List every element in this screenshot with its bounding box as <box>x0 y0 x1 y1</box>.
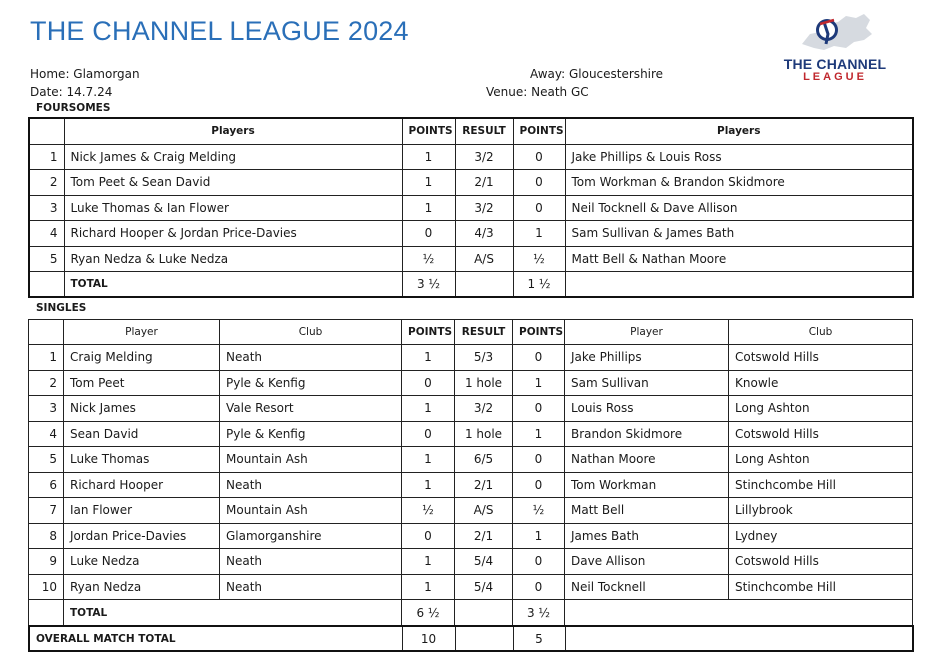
home-player: Sean David <box>64 421 220 447</box>
away-points: 1 <box>513 221 565 247</box>
away-points: 0 <box>513 170 565 196</box>
singles-total-label: TOTAL <box>64 600 402 626</box>
home-points: 1 <box>402 472 455 498</box>
away-player: Matt Bell <box>565 498 729 524</box>
home-points: 1 <box>402 447 455 473</box>
home-club: Neath <box>220 472 402 498</box>
away-points: 1 <box>513 421 565 447</box>
logo-emblem-icon <box>780 10 890 58</box>
foursomes-total-label: TOTAL <box>64 272 402 297</box>
overall-total-home: 10 <box>402 626 455 651</box>
home-points: 0 <box>402 421 455 447</box>
table-row <box>29 144 913 170</box>
match-result: A/S <box>455 246 513 272</box>
table-row <box>29 498 913 524</box>
logo-subtext: LEAGUE <box>803 71 867 83</box>
away-player: Sam Sullivan <box>565 370 729 396</box>
foursomes-table <box>28 117 914 298</box>
total-spacer <box>565 272 913 297</box>
foursomes-label: FOURSOMES <box>36 102 111 114</box>
header-home-club: Club <box>220 320 402 345</box>
home-club: Mountain Ash <box>220 498 402 524</box>
singles-total-home: 6 ½ <box>402 600 455 626</box>
page-title: THE CHANNEL LEAGUE 2024 <box>30 16 409 46</box>
match-result: 3/2 <box>455 144 513 170</box>
home-points: 0 <box>402 370 455 396</box>
home-players: Richard Hooper & Jordan Price-Davies <box>64 221 402 247</box>
match-result: 1 hole <box>455 370 513 396</box>
away-club: Stinchcombe Hill <box>729 574 913 600</box>
match-result: 2/1 <box>455 523 513 549</box>
match-result: 5/3 <box>455 345 513 371</box>
away-points: 0 <box>513 396 565 422</box>
away-players: Jake Phillips & Louis Ross <box>565 144 913 170</box>
home-player: Ian Flower <box>64 498 220 524</box>
away-player: Neil Tocknell <box>565 574 729 600</box>
away-club: Long Ashton <box>729 396 913 422</box>
match-result: 6/5 <box>455 447 513 473</box>
table-row <box>29 170 913 196</box>
home-club: Glamorganshire <box>220 523 402 549</box>
table-row <box>29 345 913 371</box>
home-points: 1 <box>402 574 455 600</box>
match-number: 1 <box>29 144 64 170</box>
home-club: Neath <box>220 549 402 575</box>
table-row <box>29 396 913 422</box>
home-player: Luke Thomas <box>64 447 220 473</box>
total-spacer <box>565 626 913 651</box>
table-row <box>29 246 913 272</box>
table-row <box>29 549 913 575</box>
away-club: Long Ashton <box>729 447 913 473</box>
away-points: 1 <box>513 370 565 396</box>
match-result: 5/4 <box>455 549 513 575</box>
total-spacer <box>455 600 513 626</box>
header-number <box>29 118 64 144</box>
home-points: 0 <box>402 523 455 549</box>
home-team: Home: Glamorgan <box>30 67 140 81</box>
match-number: 8 <box>29 523 64 549</box>
singles-label: SINGLES <box>36 302 87 314</box>
table-row <box>29 221 913 247</box>
away-player: Brandon Skidmore <box>565 421 729 447</box>
home-players: Luke Thomas & Ian Flower <box>64 195 402 221</box>
match-number: 3 <box>29 195 64 221</box>
home-points: 1 <box>402 549 455 575</box>
match-number: 7 <box>29 498 64 524</box>
home-club: Neath <box>220 574 402 600</box>
match-number: 5 <box>29 246 64 272</box>
away-club: Knowle <box>729 370 913 396</box>
away-points: 0 <box>513 345 565 371</box>
away-club: Lillybrook <box>729 498 913 524</box>
header-result: RESULT <box>455 320 513 345</box>
away-players: Sam Sullivan & James Bath <box>565 221 913 247</box>
header-away-points: POINTS <box>513 320 565 345</box>
total-spacer <box>29 272 64 297</box>
match-result: 4/3 <box>455 221 513 247</box>
header-away-points: POINTS <box>513 118 565 144</box>
header-number <box>29 320 64 345</box>
table-row <box>29 447 913 473</box>
match-number: 2 <box>29 370 64 396</box>
total-spacer <box>565 600 913 626</box>
match-result: 3/2 <box>455 195 513 221</box>
away-team: Away: Gloucestershire <box>530 67 664 81</box>
table-row <box>29 370 913 396</box>
away-club: Cotswold Hills <box>729 421 913 447</box>
home-player: Tom Peet <box>64 370 220 396</box>
away-points: 0 <box>513 574 565 600</box>
away-points: 1 <box>513 523 565 549</box>
match-number: 9 <box>29 549 64 575</box>
away-club: Cotswold Hills <box>729 345 913 371</box>
header-away-club: Club <box>729 320 913 345</box>
home-points: 1 <box>402 396 455 422</box>
match-number: 5 <box>29 447 64 473</box>
away-points: 0 <box>513 195 565 221</box>
away-player: James Bath <box>565 523 729 549</box>
table-row <box>29 421 913 447</box>
total-spacer <box>455 626 513 651</box>
overall-total-label: OVERALL MATCH TOTAL <box>29 626 402 651</box>
match-venue: Venue: Neath GC <box>486 85 589 99</box>
foursomes-total-home: 3 ½ <box>402 272 455 297</box>
home-player: Luke Nedza <box>64 549 220 575</box>
header-away-player: Player <box>565 320 729 345</box>
overall-total-table <box>28 625 914 652</box>
match-number: 3 <box>29 396 64 422</box>
logo-text: THE CHANNEL <box>783 56 887 72</box>
singles-table <box>28 319 913 626</box>
away-club: Stinchcombe Hill <box>729 472 913 498</box>
match-number: 2 <box>29 170 64 196</box>
away-points: 0 <box>513 472 565 498</box>
home-player: Nick James <box>64 396 220 422</box>
home-points: 1 <box>402 195 455 221</box>
home-points: 0 <box>402 221 455 247</box>
table-row <box>29 523 913 549</box>
match-number: 10 <box>29 574 64 600</box>
match-result: 2/1 <box>455 170 513 196</box>
match-result: 2/1 <box>455 472 513 498</box>
foursomes-total-away: 1 ½ <box>513 272 565 297</box>
home-points: 1 <box>402 345 455 371</box>
away-player: Nathan Moore <box>565 447 729 473</box>
home-players: Tom Peet & Sean David <box>64 170 402 196</box>
match-number: 4 <box>29 421 64 447</box>
home-players: Nick James & Craig Melding <box>64 144 402 170</box>
home-club: Pyle & Kenfig <box>220 421 402 447</box>
home-points: ½ <box>402 498 455 524</box>
away-points: 0 <box>513 144 565 170</box>
home-club: Vale Resort <box>220 396 402 422</box>
match-result: 5/4 <box>455 574 513 600</box>
table-row <box>29 195 913 221</box>
home-points: 1 <box>402 144 455 170</box>
match-result: A/S <box>455 498 513 524</box>
channel-league-logo <box>780 10 890 85</box>
header-home-players: Players <box>64 118 402 144</box>
header-home-points: POINTS <box>402 118 455 144</box>
away-player: Jake Phillips <box>565 345 729 371</box>
away-player: Louis Ross <box>565 396 729 422</box>
home-player: Richard Hooper <box>64 472 220 498</box>
table-row <box>29 472 913 498</box>
overall-total-away: 5 <box>513 626 565 651</box>
away-players: Tom Workman & Brandon Skidmore <box>565 170 913 196</box>
match-result: 3/2 <box>455 396 513 422</box>
away-players: Matt Bell & Nathan Moore <box>565 246 913 272</box>
home-players: Ryan Nedza & Luke Nedza <box>64 246 402 272</box>
match-date: Date: 14.7.24 <box>30 85 113 99</box>
away-points: ½ <box>513 246 565 272</box>
home-points: 1 <box>402 170 455 196</box>
match-number: 1 <box>29 345 64 371</box>
total-spacer <box>29 600 64 626</box>
home-points: ½ <box>402 246 455 272</box>
header-home-points: POINTS <box>402 320 455 345</box>
header-result: RESULT <box>455 118 513 144</box>
total-spacer <box>455 272 513 297</box>
away-player: Tom Workman <box>565 472 729 498</box>
home-club: Neath <box>220 345 402 371</box>
away-points: ½ <box>513 498 565 524</box>
home-club: Pyle & Kenfig <box>220 370 402 396</box>
away-player: Dave Allison <box>565 549 729 575</box>
singles-total-away: 3 ½ <box>513 600 565 626</box>
home-player: Ryan Nedza <box>64 574 220 600</box>
header-home-player: Player <box>64 320 220 345</box>
away-club: Lydney <box>729 523 913 549</box>
match-number: 4 <box>29 221 64 247</box>
table-row <box>29 574 913 600</box>
home-player: Craig Melding <box>64 345 220 371</box>
away-points: 0 <box>513 549 565 575</box>
header-away-players: Players <box>565 118 913 144</box>
match-number: 6 <box>29 472 64 498</box>
away-points: 0 <box>513 447 565 473</box>
home-player: Jordan Price-Davies <box>64 523 220 549</box>
match-result: 1 hole <box>455 421 513 447</box>
home-club: Mountain Ash <box>220 447 402 473</box>
away-club: Cotswold Hills <box>729 549 913 575</box>
away-players: Neil Tocknell & Dave Allison <box>565 195 913 221</box>
